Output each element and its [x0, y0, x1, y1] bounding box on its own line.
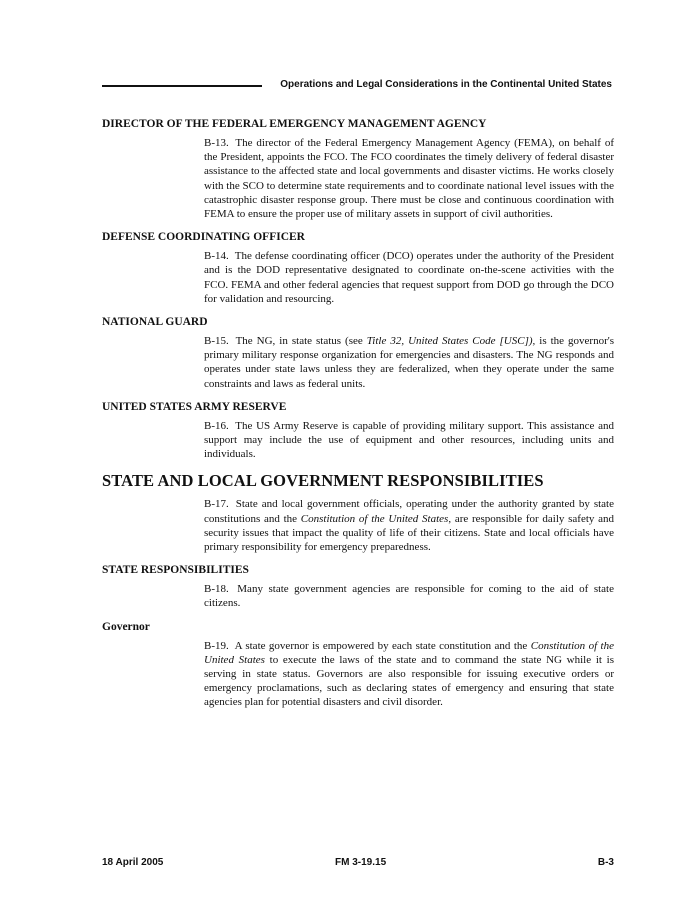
- running-header: Operations and Legal Considerations in the Continental United States: [280, 79, 612, 90]
- heading-army-reserve: UNITED STATES ARMY RESERVE: [102, 400, 287, 413]
- paragraph-b16: [204, 419, 614, 462]
- para-number: B-19.: [204, 639, 229, 652]
- para-text: A state governor is empowered by each state constitution and the: [234, 639, 531, 652]
- para-text: The defense coordinating officer (DCO) operates under the authority of the President and is the DOD representative designated to coordinate on-the-scene activities with the FCO. FEMA and other federal agencies that request support from DOD go through the DCO for validation and resourcing.: [204, 250, 614, 305]
- footer-manual: FM 3-19.15: [335, 857, 387, 868]
- para-number: B-17.: [204, 498, 229, 511]
- heading-governor: Governor: [102, 620, 150, 633]
- para-text: The director of the Federal Emergency Management Agency (FEMA), on behalf of the President, appoints the FCO. The FCO coordinates the timely delivery of federal disaster assistance to the affected state and local governments and disaster victims. He works closely with the SCO to determine state requirements and to coordinate national level issues with the catastrophic disaster response group. There must be close and continuous coordination with FEMA to ensure the proper use of military assets in support of civil authorities.: [204, 137, 614, 221]
- para-text: The NG, in state status (see: [235, 335, 367, 348]
- heading-state-responsibilities: STATE RESPONSIBILITIES: [102, 564, 249, 577]
- paragraph-b18: [204, 582, 614, 610]
- footer-page-number: B-3: [597, 857, 614, 868]
- para-italic: Title 32, United States Code [USC]),: [366, 335, 536, 348]
- para-italic: Constitution of the United States: [204, 639, 614, 666]
- page-body: [102, 118, 614, 720]
- heading-state-local: STATE AND LOCAL GOVERNMENT RESPONSIBILITIES: [102, 471, 544, 491]
- paragraph-b19: [204, 639, 614, 710]
- para-number: B-14.: [204, 250, 229, 263]
- para-italic: Constitution of the United States: [300, 512, 449, 525]
- heading-dco: DEFENSE COORDINATING OFFICER: [102, 231, 305, 244]
- para-text: State and local government officials, operating under the authority granted by state constitutions and the: [204, 498, 615, 525]
- header-rule: [102, 85, 262, 87]
- footer-date: 18 April 2005: [102, 857, 164, 868]
- para-text: to execute the laws of the state and to command the state NG while it is serving in state status. Governors are also responsible for issuing executive orders or emergency proclamations, such as declaring states of emergency and ensuring that state agencies plan for potential disasters and civil disorder.: [204, 653, 614, 709]
- para-text: , are responsible for daily safety and security issues that impact the quality of life of their citizens. State and local officials have primary responsibility for emergency preparedness.: [204, 512, 615, 554]
- heading-director-fema: DIRECTOR OF THE FEDERAL EMERGENCY MANAGEMENT AGENCY: [102, 118, 487, 130]
- paragraph-b13: [204, 136, 614, 221]
- para-text: Many state government agencies are responsible for coming to the aid of state citizens.: [204, 583, 614, 610]
- para-number: B-13.: [204, 137, 229, 149]
- paragraph-b15: [204, 334, 614, 391]
- para-number: B-16.: [204, 419, 229, 432]
- para-text: is the governor's primary military response organization for emergencies and disasters. The NG responds and operates under state laws unless they are federalized, when they operate under the same constraints and laws as federal units.: [204, 335, 615, 390]
- paragraph-b17: [204, 497, 614, 554]
- paragraph-b14: [204, 249, 614, 306]
- para-number: B-15.: [204, 335, 229, 348]
- para-text: The US Army Reserve is capable of providing military support. This assistance and support may include the use of equipment and other resources, including units and individuals.: [204, 419, 614, 461]
- para-number: B-18.: [204, 583, 229, 596]
- heading-national-guard: NATIONAL GUARD: [102, 316, 208, 329]
